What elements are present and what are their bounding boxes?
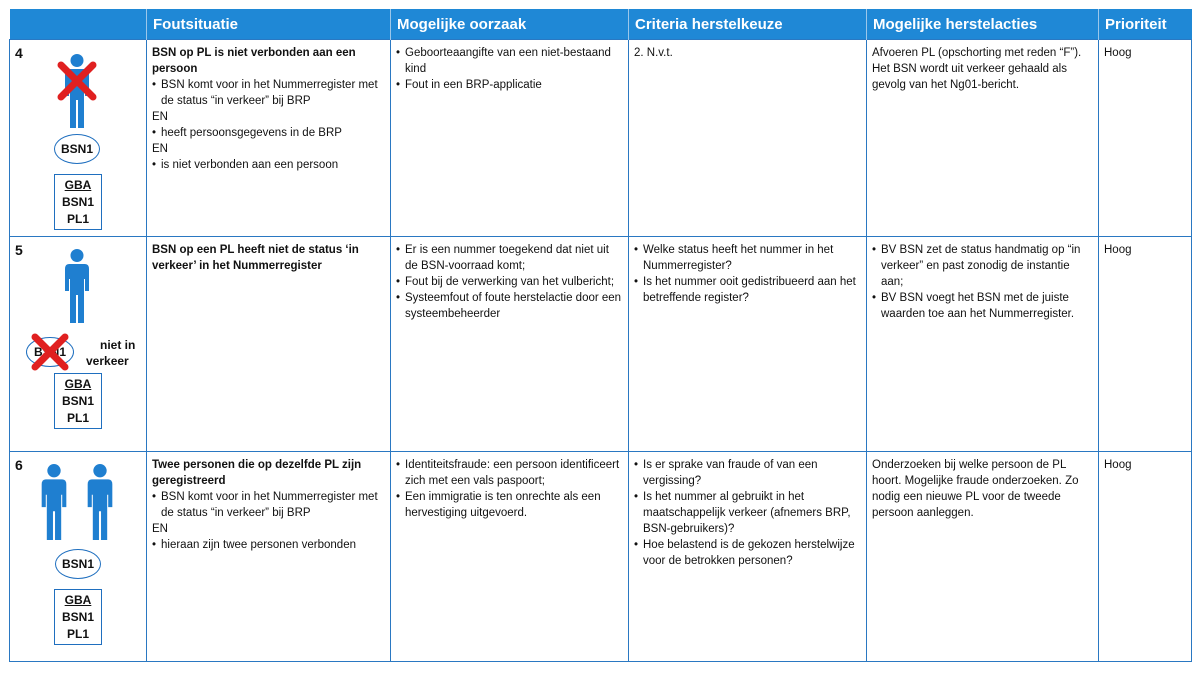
row-icon-cell bbox=[10, 452, 147, 662]
list-item: • Hoe belastend is de gekozen herstelwijze voor de betrokken personen? bbox=[643, 537, 861, 569]
acties-cell bbox=[867, 452, 1099, 662]
fout-list bbox=[152, 157, 385, 173]
prioriteit-cell: Hoog bbox=[1099, 237, 1192, 452]
bsn-oval: BSN1 bbox=[55, 549, 101, 579]
criteria-list bbox=[634, 242, 861, 306]
header-icon-column bbox=[10, 9, 147, 40]
prioriteit-cell: Hoog bbox=[1099, 452, 1192, 662]
en-label: EN bbox=[152, 523, 168, 535]
acties-cell bbox=[867, 237, 1099, 452]
gba-box bbox=[54, 589, 102, 645]
fout-title: BSN op een PL heeft niet de status ‘in verkeer’ in het Nummerregister bbox=[152, 244, 359, 272]
oorzaak-list bbox=[396, 457, 623, 521]
list-item: • BSN komt voor in het Nummerregister met de status “in verkeer” bij BRP bbox=[161, 489, 385, 521]
header-foutsituatie: Foutsituatie bbox=[147, 9, 391, 40]
gba-box-bsn: BSN1 bbox=[61, 394, 94, 408]
table-row bbox=[10, 237, 1192, 452]
gba-box-pl: PL1 bbox=[66, 411, 89, 425]
table-header-row bbox=[10, 9, 1192, 40]
gba-box-pl: PL1 bbox=[66, 212, 89, 226]
row-number: 5 bbox=[15, 242, 23, 258]
list-item: • BV BSN zet de status handmatig op “in verkeer” en past zonodig de instantie aan; bbox=[881, 242, 1093, 290]
criteria-cell bbox=[629, 40, 867, 237]
bsn-oval: BSN1 bbox=[26, 337, 74, 367]
list-item: • Een immigratie is ten onrechte als een hervestiging uitgevoerd. bbox=[405, 489, 623, 521]
list-item: • Systeemfout of foute herstelactie door een systeembeheerder bbox=[405, 290, 623, 322]
header-oorzaak: Mogelijke oorzaak bbox=[391, 9, 629, 40]
gba-box-bsn: BSN1 bbox=[61, 195, 94, 209]
gba-box-title: GBA bbox=[64, 178, 92, 192]
foutsituatie-cell bbox=[147, 452, 391, 662]
list-item: • heeft persoonsgegevens in de BRP bbox=[161, 125, 385, 141]
list-item: • Is het nummer ooit gedistribueerd aan het betreffende register? bbox=[643, 274, 861, 306]
gba-box bbox=[54, 373, 102, 429]
gba-box-title: GBA bbox=[64, 593, 92, 607]
gba-box-bsn: BSN1 bbox=[61, 610, 94, 624]
row-icon-cell bbox=[10, 40, 147, 237]
person-icon bbox=[86, 464, 114, 540]
table-row bbox=[10, 452, 1192, 662]
oorzaak-cell bbox=[391, 452, 629, 662]
fout-title: BSN op PL is niet verbonden aan een persoon bbox=[152, 47, 356, 75]
criteria-cell bbox=[629, 237, 867, 452]
list-item: • Welke status heeft het nummer in het Nummerregister? bbox=[643, 242, 861, 274]
list-item: • Fout in een BRP-applicatie bbox=[405, 77, 623, 93]
person-icon bbox=[64, 249, 90, 323]
list-item: • Is het nummer al gebruikt in het maatschappelijk verkeer (afnemers BRP, BSN-gebruikers)? bbox=[643, 489, 861, 537]
fout-list bbox=[152, 77, 385, 109]
fout-list bbox=[152, 125, 385, 141]
list-item: • is niet verbonden aan een persoon bbox=[161, 157, 385, 173]
oorzaak-cell bbox=[391, 40, 629, 237]
niet-in-text: niet in bbox=[100, 338, 136, 352]
fout-title: Twee personen die op dezelfde PL zijn geregistreerd bbox=[152, 459, 362, 487]
cross-icon bbox=[30, 333, 70, 376]
criteria-list bbox=[634, 457, 861, 569]
oorzaak-cell bbox=[391, 237, 629, 452]
fout-list bbox=[152, 489, 385, 521]
gba-box-title: GBA bbox=[64, 377, 92, 391]
list-item: • Fout bij de verwerking van het vulbericht; bbox=[405, 274, 623, 290]
criteria-cell bbox=[629, 452, 867, 662]
fout-list bbox=[152, 537, 385, 553]
header-herstelacties: Mogelijke herstelacties bbox=[867, 9, 1099, 40]
header-criteria: Criteria herstelkeuze bbox=[629, 9, 867, 40]
row-icon-cell bbox=[10, 237, 147, 452]
list-item: • Identiteitsfraude: een persoon identificeert zich met een vals paspoort; bbox=[405, 457, 623, 489]
foutsituatie-cell bbox=[147, 40, 391, 237]
acties-cell bbox=[867, 40, 1099, 237]
en-label: EN bbox=[152, 143, 168, 155]
list-item: • BSN komt voor in het Nummerregister met de status “in verkeer” bij BRP bbox=[161, 77, 385, 109]
row-number: 4 bbox=[15, 45, 23, 61]
row-number: 6 bbox=[15, 457, 23, 473]
header-prioriteit: Prioriteit bbox=[1099, 9, 1192, 40]
criteria-text: 2. N.v.t. bbox=[634, 47, 673, 59]
niet-in-verkeer-label bbox=[86, 337, 146, 369]
verkeer-text: verkeer bbox=[86, 354, 129, 368]
cross-icon bbox=[56, 60, 98, 107]
list-item: • Geboorteaangifte van een niet-bestaand kind bbox=[405, 45, 623, 77]
foutsituatie-cell bbox=[147, 237, 391, 452]
oorzaak-list bbox=[396, 45, 623, 93]
acties-text: Onderzoeken bij welke persoon de PL hoort. Mogelijke fraude onderzoeken. Zo nodig een nieuwe PL voor de tweede persoon aanleggen. bbox=[872, 459, 1079, 519]
acties-list bbox=[872, 242, 1093, 322]
prioriteit-cell: Hoog bbox=[1099, 40, 1192, 237]
bsn-oval: BSN1 bbox=[54, 134, 100, 164]
list-item: • Er is een nummer toegekend dat niet uit de BSN-voorraad komt; bbox=[405, 242, 623, 274]
error-situations-table bbox=[9, 9, 1192, 662]
list-item: • hieraan zijn twee personen verbonden bbox=[161, 537, 385, 553]
person-icon bbox=[40, 464, 68, 540]
en-label: EN bbox=[152, 111, 168, 123]
oorzaak-list bbox=[396, 242, 623, 322]
list-item: • Is er sprake van fraude of van een vergissing? bbox=[643, 457, 861, 489]
list-item: • BV BSN voegt het BSN met de juiste waarden toe aan het Nummerregister. bbox=[881, 290, 1093, 322]
acties-text: Afvoeren PL (opschorting met reden “F”). Het BSN wordt uit verkeer gehaald als gevolg van het Ng01-bericht. bbox=[872, 47, 1082, 91]
gba-box-pl: PL1 bbox=[66, 627, 89, 641]
gba-box bbox=[54, 174, 102, 230]
table-row bbox=[10, 40, 1192, 237]
